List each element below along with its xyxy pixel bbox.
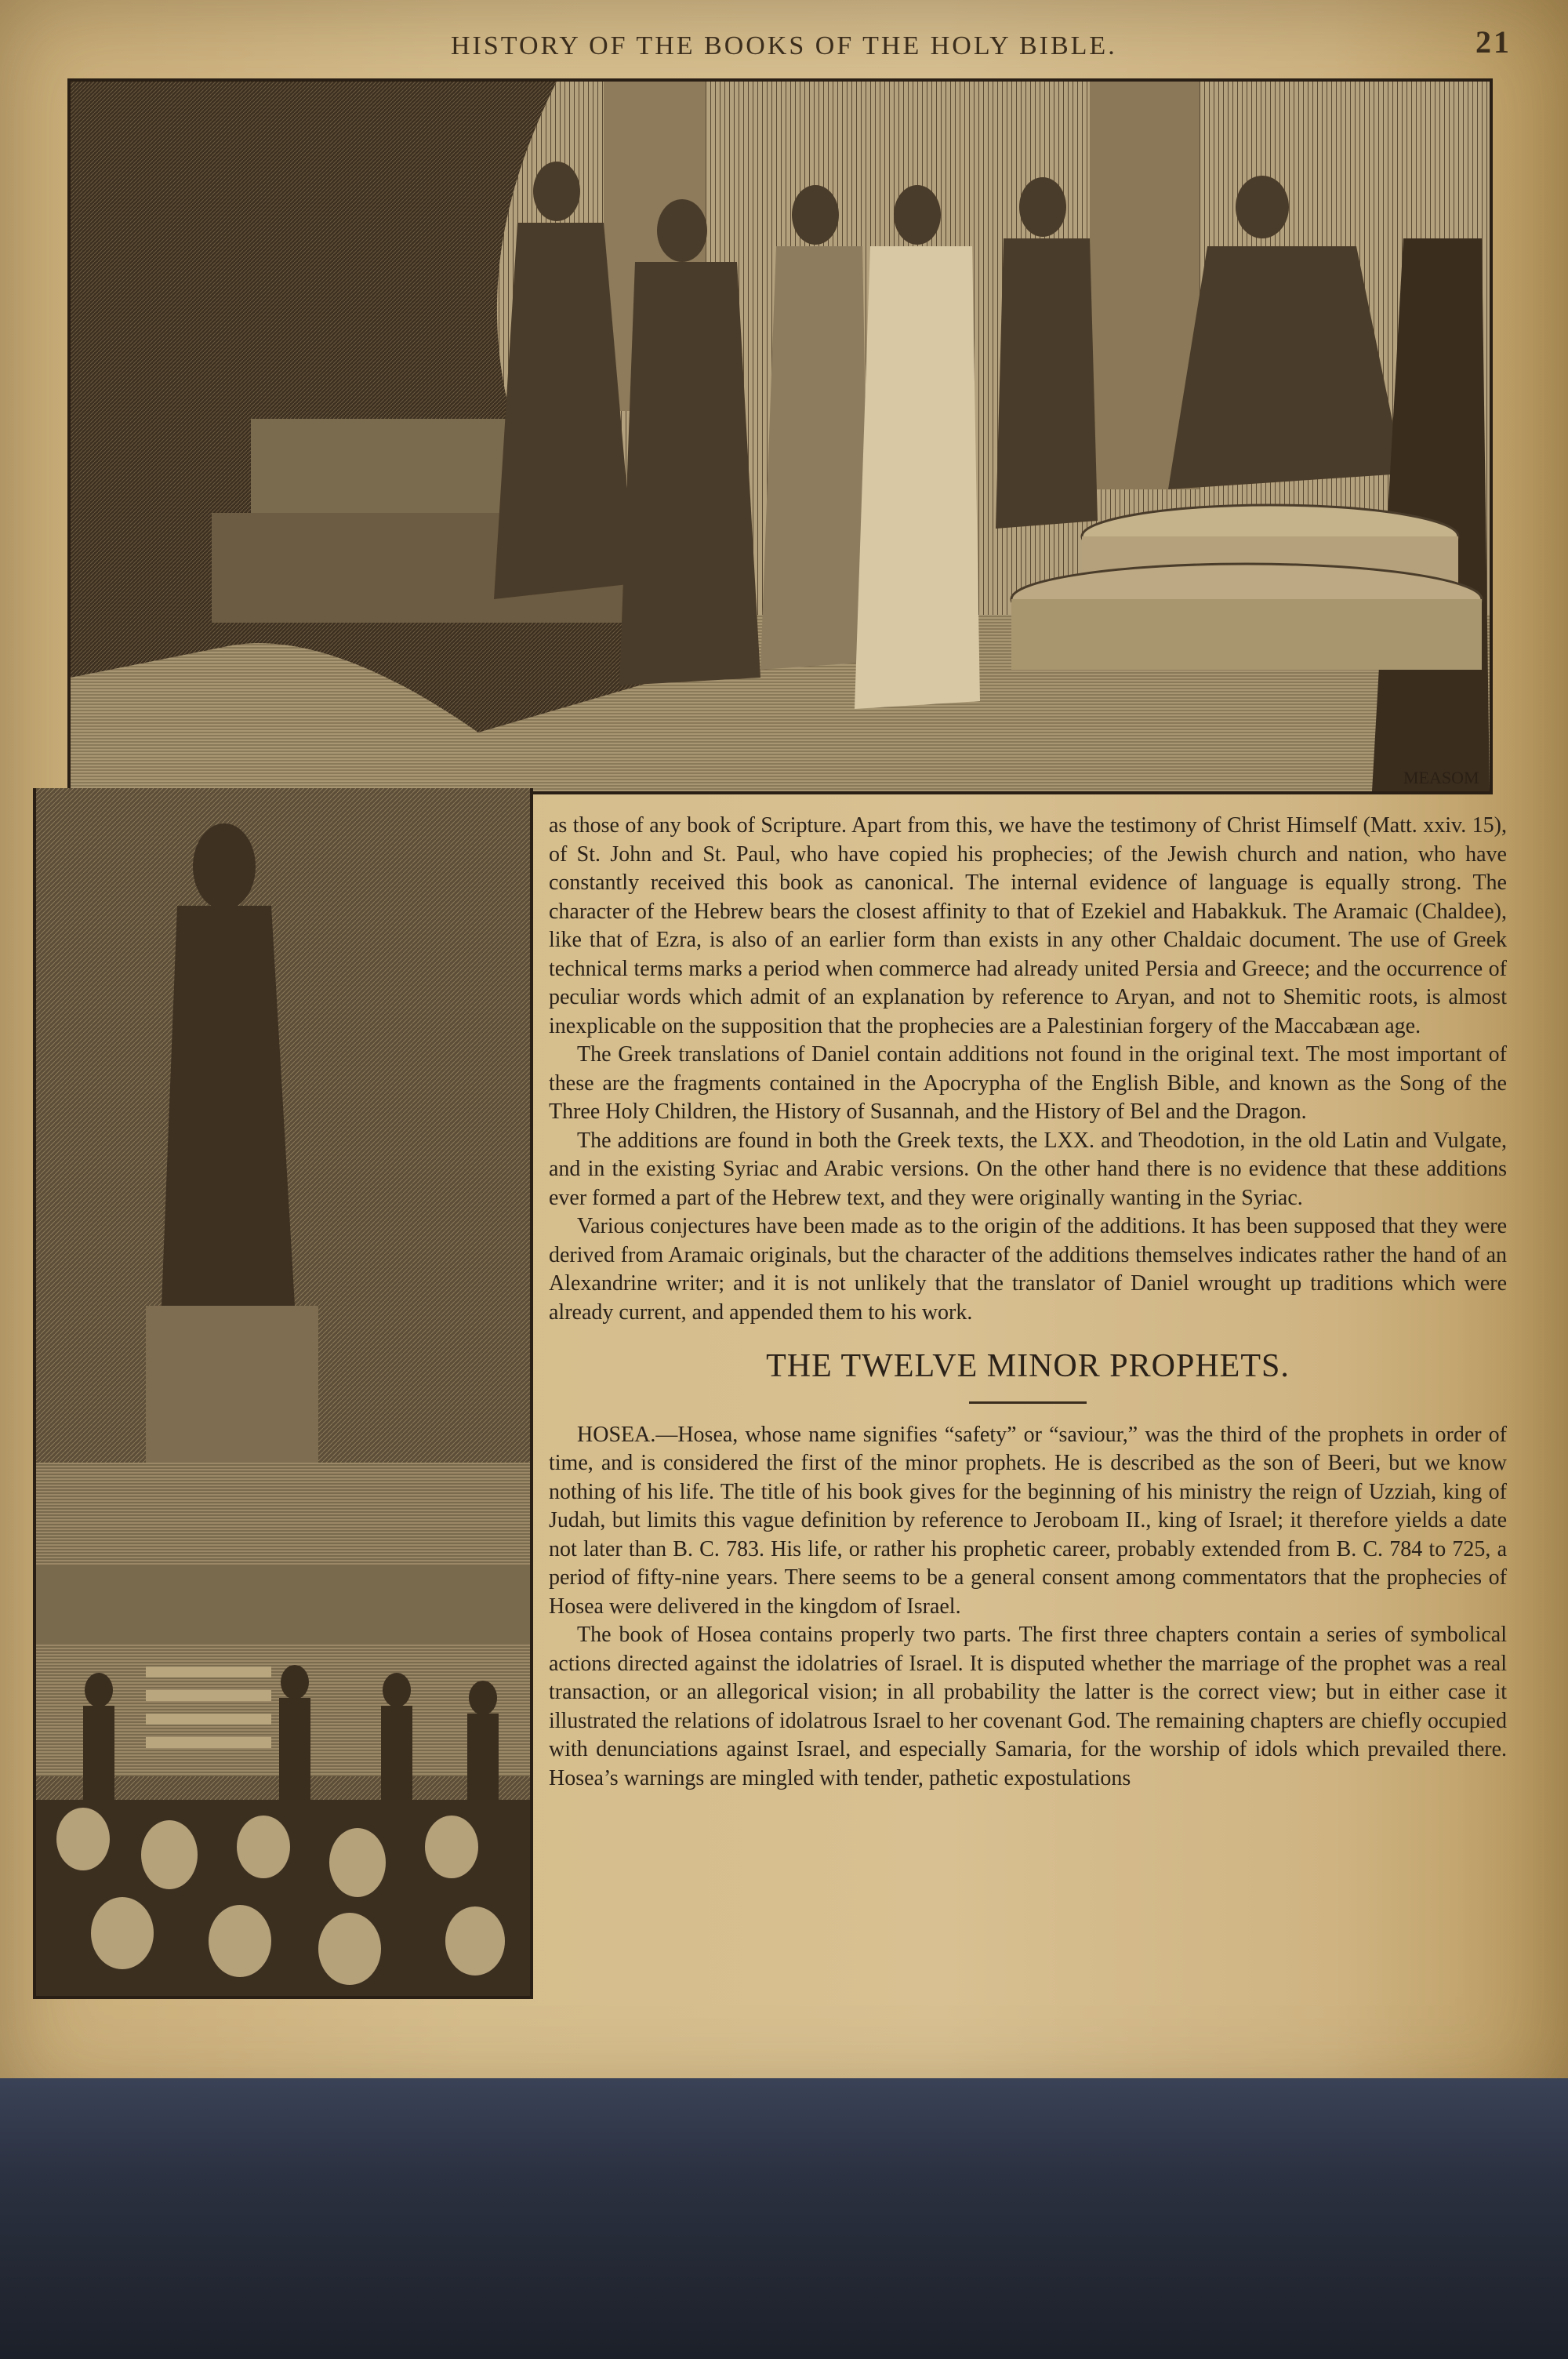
section-heading: THE TWELVE MINOR PROPHETS.: [766, 1348, 1290, 1384]
article-text: [549, 812, 1507, 1793]
court-scene-engraving: [67, 78, 1493, 794]
court-scene-image: [71, 82, 1490, 791]
golden-image-engraving: [33, 788, 533, 1999]
page-header: [0, 24, 1568, 71]
paragraph-additions-texts: The additions are found in both the Greek texts, the LXX. and Theodotion, in the old Latin and Vulgate, and in the existing Syriac and Arabic versions. On the other hand there is no evidence that these additions ever formed a part of the Hebrew text, and they were originally wanting in the Syriac.: [549, 1128, 1507, 1210]
page-number: 21: [1475, 24, 1512, 60]
background-surface: [0, 2078, 1568, 2359]
golden-image-scene: [36, 788, 530, 1996]
running-head: HISTORY OF THE BOOKS OF THE HOLY BIBLE.: [451, 31, 1117, 60]
paragraph-daniel-evidence: as those of any book of Scripture. Apart from this, we have the testimony of Christ Himself (Matt. xxiv. 15), of St. John and St. Paul, who have copied his prophecies; of the Jewish church and nation, who have constantly received this book as canonical. The internal evidence of language is equally strong. The character of the Hebrew bears the closest affinity to that of Ezekiel and Habakkuk. The Aramaic (Chaldee), like that of Ezra, is also of an earlier form than exists in any other Chaldaic document. The use of Greek technical terms marks a period when commerce had already united Persia and Greece; and the occurrence of peculiar words which admit of an explanation by reference to Aryan, and not to Shemitic roots, is almost inexplicable on the supposition that the prophecies are a Palestinian forgery of the Maccabæan age.: [549, 813, 1507, 1038]
heading-rule: [969, 1401, 1087, 1404]
paragraph-hosea-book: The book of Hosea contains properly two parts. The first three chapters contain a series of symbolical actions directed against the idolatries of Israel. It is disputed whether the marriage of the prophet was a real transaction, or an allegorical vision; in all probability the latter is the correct view; but in either case it illustrated the relations of idolatrous Israel to her covenant God. The remaining chapters are chiefly occupied with denunciations against Israel, and especially Samaria, for the worship of idols which prevailed there. Hosea’s warnings are mingled with tender, pathetic expostulations: [549, 1623, 1507, 1790]
paragraph-hosea-intro: HOSEA.—Hosea, whose name signifies “safety” or “saviour,” was the third of the prophets in order of time, and is considered the first of the minor prophets. He is described as the son of Beeri, but we know nothing of his life. The title of his book gives for the beginning of his ministry the reign of Uzziah, king of Judah, but limits this vague definition by reference to Jeroboam II., king of Israel; it therefore yields a date not later than B. C. 783. His life, or rather his prophetic career, probably extended from B. C. 784 to 725, a period of fifty-nine years. There seems to be a general consent among commentators that the prophecies of Hosea were delivered in the kingdom of Israel.: [549, 1422, 1507, 1619]
paragraph-greek-translations: The Greek translations of Daniel contain additions not found in the original text. The most important of these are the fragments contained in the Apocrypha of the English Bible, and known as the Song of the Three Holy Children, the History of Susannah, and the History of Bel and the Dragon.: [549, 1042, 1507, 1124]
artist-signature: MEASOM: [1403, 768, 1479, 787]
paragraph-conjectures: Various conjectures have been made as to the origin of the additions. It has been supposed that they were derived from Aramaic originals, but the character of the additions themselves indicates rather the hand of an Alexandrine writer; and it is not unlikely that the translator of Daniel wrought up traditions which were already current, and appended them to his work.: [549, 1214, 1507, 1325]
